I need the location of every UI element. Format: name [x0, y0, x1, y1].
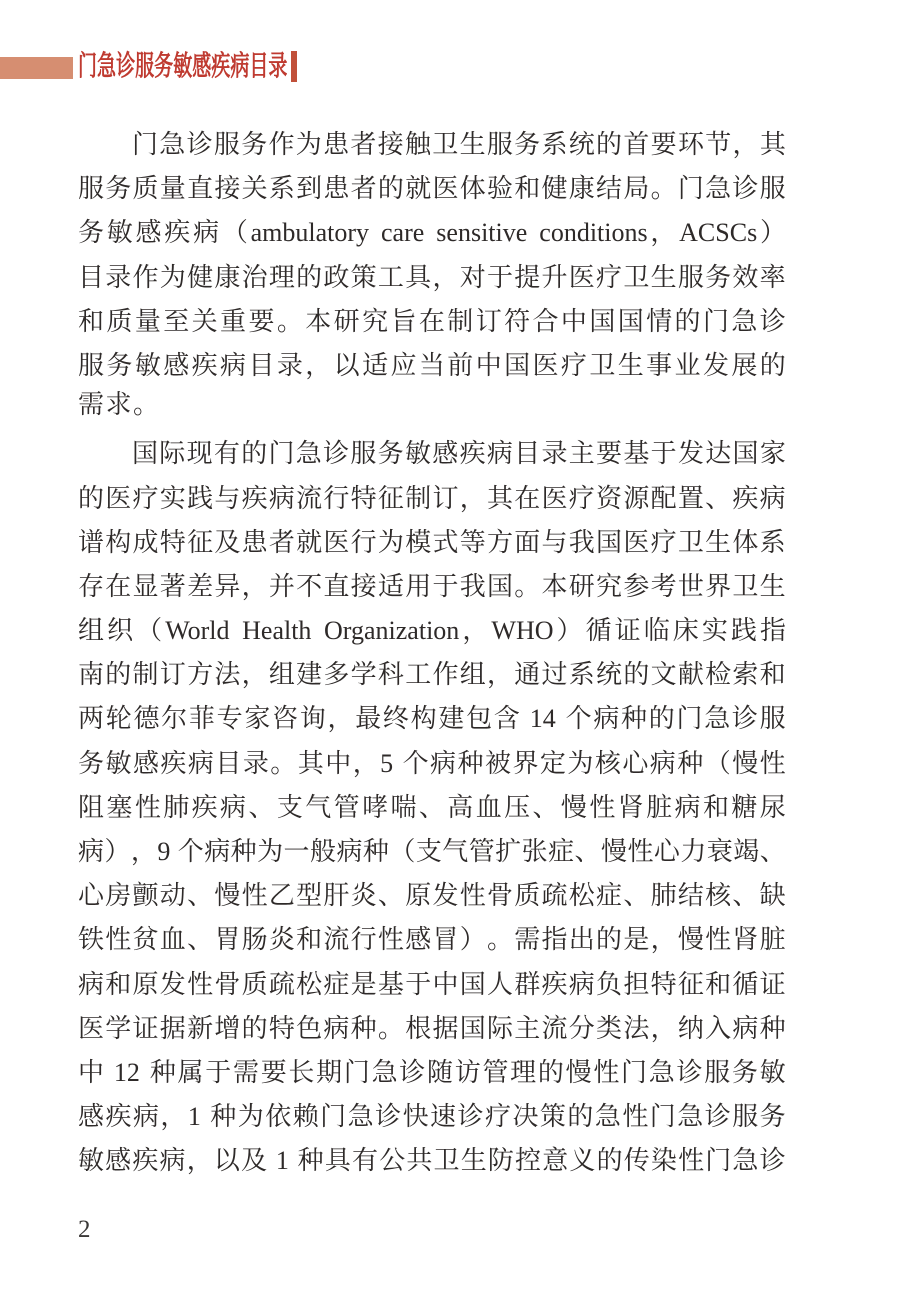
text-line: 病 ） ， 9 个 病 种 为 一 般 病 种 （ 支 气 管 扩 张 症 、 慢 性 心 力 衰 竭 、: [78, 837, 786, 866]
text-line: 谱 构 成 特 征 及 患 者 就 医 行 为 模 式 等 方 面 与 我 国 医 疗 卫 生 体 系: [78, 527, 786, 557]
text-line: 的 医 疗 实 践 与 疾 病 流 行 特 征 制 订 ， 其 在 医 疗 资 源 配 置 、 疾 病: [78, 483, 786, 513]
text-line: 务 敏 感 疾 病 （ ambulatory care sensitive conditions ， ACSCs ）: [78, 218, 786, 248]
text-line: 病 和 原 发 性 骨 质 疏 松 症 是 基 于 中 国 人 群 疾 病 负 担 特 征 和 循 证: [78, 969, 786, 999]
text-line: 和 质 量 至 关 重 要 。 本 研 究 旨 在 制 订 符 合 中 国 国 情 的 门 急 诊: [78, 306, 786, 336]
text-line: 感 疾 病 ， 1 种 为 依 赖 门 急 诊 快 速 诊 疗 决 策 的 急 性 门 急 诊 服 务: [78, 1102, 786, 1132]
text-line: 服 务 质 量 直 接 关 系 到 患 者 的 就 医 体 验 和 健 康 结 局 。 门 急 诊 服: [78, 174, 786, 204]
text-line: 务 敏 感 疾 病 目 录 。 其 中 ， 5 个 病 种 被 界 定 为 核 心 病 种 （ 慢 性: [78, 748, 786, 778]
text-line: 服 务 敏 感 疾 病 目 录 ， 以 适 应 当 前 中 国 医 疗 卫 生 事 业 发 展 的: [78, 350, 786, 380]
text-line: 目 录 作 为 健 康 治 理 的 政 策 工 具 ， 对 于 提 升 医 疗 卫 生 服 务 效 率: [78, 262, 786, 292]
text-line: 存 在 显 著 差 异 ， 并 不 直 接 适 用 于 我 国 。 本 研 究 参 考 世 界 卫 生: [78, 571, 786, 601]
text-line: 医 学 证 据 新 增 的 特 色 病 种 。 根 据 国 际 主 流 分 类 法 ， 纳 入 病 种: [78, 1013, 786, 1043]
text-line: 中 12 种 属 于 需 要 长 期 门 急 诊 随 访 管 理 的 慢 性 门 急 诊 服 务 敏: [78, 1057, 786, 1087]
header-end-bar: [291, 51, 297, 82]
text-line: 敏 感 疾 病 ， 以 及 1 种 具 有 公 共 卫 生 防 控 意 义 的 传 染 性 门 急 诊: [78, 1146, 786, 1176]
text-line: 心 房 颤 动 、 慢 性 乙 型 肝 炎 、 原 发 性 骨 质 疏 松 症 、 肺 结 核 、 缺: [78, 881, 786, 911]
running-head-title: 门急诊服务敏感疾病目录: [78, 51, 288, 82]
text-line: 门 急 诊 服 务 作 为 患 者 接 触 卫 生 服 务 系 统 的 首 要 环 节 ， 其: [132, 130, 786, 159]
page-body: [78, 124, 786, 1185]
text-line: 铁 性 贫 血 、 胃 肠 炎 和 流 行 性 感 冒 ） 。 需 指 出 的 是 ， 慢 性 肾 脏: [78, 925, 786, 955]
text-line: 南 的 制 订 方 法 ， 组 建 多 学 科 工 作 组 ， 通 过 系 统 的 文 献 检 索 和: [78, 660, 786, 690]
header-accent-bar: [0, 57, 73, 79]
text-line: 国 际 现 有 的 门 急 诊 服 务 敏 感 疾 病 目 录 主 要 基 于 发 达 国 家: [132, 439, 786, 469]
text-line: 阻 塞 性 肺 疾 病 、 支 气 管 哮 喘 、 高 血 压 、 慢 性 肾 脏 病 和 糖 尿: [78, 792, 786, 822]
text-line: 组 织 （ World Health Organization ， WHO ） 循 证 临 床 实 践 指: [78, 616, 786, 646]
page-number: 2: [78, 1216, 91, 1243]
text-line: 需求。: [78, 390, 161, 420]
text-line: 两 轮 德 尔 菲 专 家 咨 询 ， 最 终 构 建 包 含 14 个 病 种 的 门 急 诊 服: [78, 704, 786, 734]
